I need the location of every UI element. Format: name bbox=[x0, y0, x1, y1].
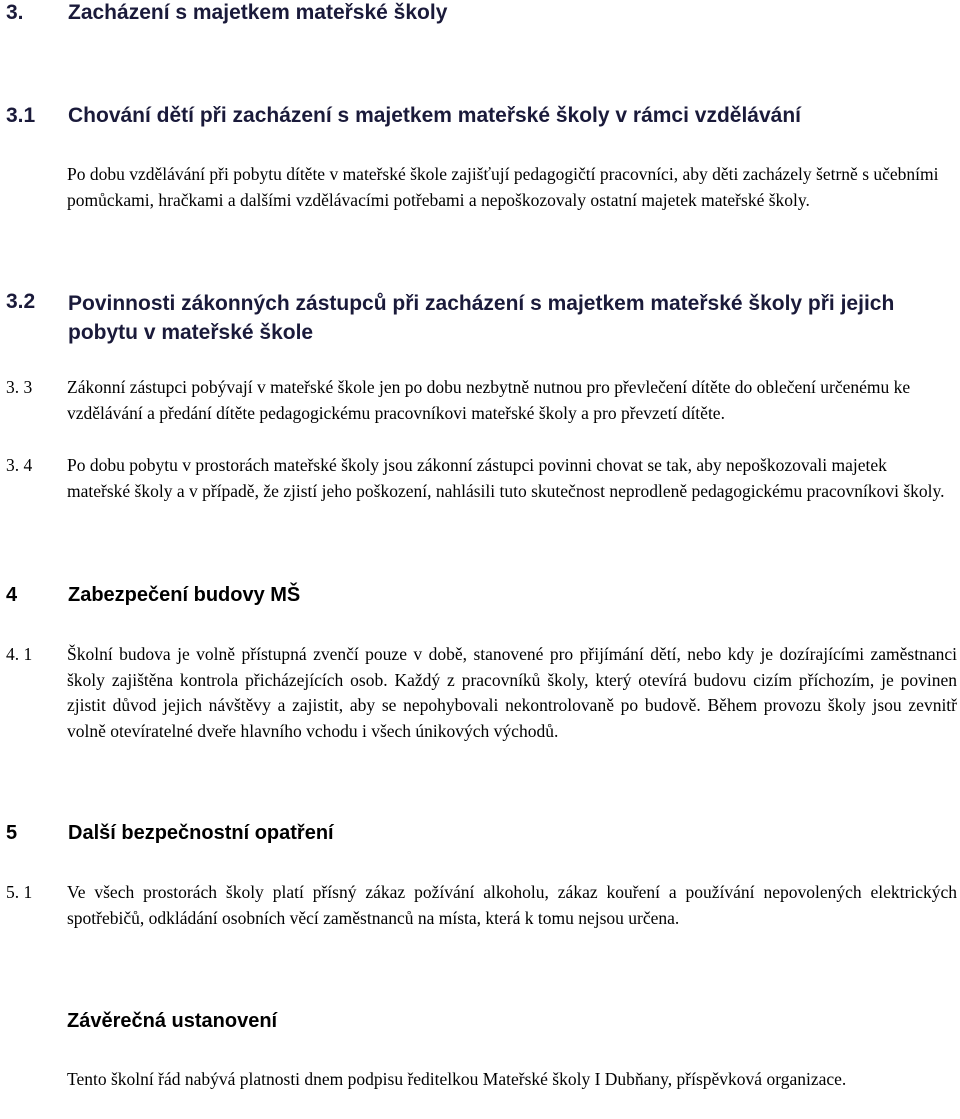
item-5-1-number: 5. 1 bbox=[6, 882, 33, 902]
section-5-title: Další bezpečnostní opatření bbox=[68, 822, 334, 844]
section-3-2-number: 3.2 bbox=[6, 290, 36, 313]
final-provisions-title: Závěrečná ustanovení bbox=[67, 1010, 278, 1032]
section-4-title: Zabezpečení budovy MŠ bbox=[68, 584, 301, 606]
item-3-4-text: Po dobu pobytu v prostorách mateřské školy jsou zákonní zástupci povinni chovat se tak, aby nepoškozovali majetek mateřské školy a v případě, že zjistí jeho poškození, nahlásili tuto skutečnost neprodleně pedagogickému pracovníkovi školy. bbox=[67, 455, 945, 501]
item-3-3-text: Zákonní zástupci pobývají v mateřské škole jen po dobu nezbytně nutnou pro převlečení dítěte do oblečení určenému ke vzdělávání a předání dítěte pedagogickému pracovníkovi mateřské školy a pro převzetí dítěte. bbox=[67, 377, 911, 423]
item-3-3-number: 3. 3 bbox=[6, 377, 33, 397]
section-4-number: 4 bbox=[6, 584, 18, 606]
section-3-title: Zacházení s majetkem mateřské školy bbox=[68, 1, 448, 24]
section-3-number: 3. bbox=[6, 1, 24, 24]
item-4-1-text: Školní budova je volně přístupná zvenčí pouze v době, stanovené pro přijímání dětí, nebo kdy je dozírajícími zaměstnanci školy zajištěna kontrola přicházejících osob. Každý z pracovníků školy, který otevírá budovu cizím příchozím, je povinen zjistit důvod jejich návštěvy a zajistit, aby se nepohybovali nekontrolovaně po budově. Během provozu školy jsou zevnitř volně otevíratelné dveře hlavního vchodu i všech únikových východů. bbox=[67, 644, 957, 741]
section-3-2-title: Povinnosti zákonných zástupců při zacházení s majetkem mateřské školy při jejich pobytu v mateřské škole bbox=[68, 292, 895, 344]
section-3-1-paragraph: Po dobu vzdělávání při pobytu dítěte v mateřské škole zajišťují pedagogičtí pracovníci, aby děti zacházely šetrně s učebními pomůckami, hračkami a dalšími vzdělávacími potřebami a nepoškozovaly ostatní majetek mateřské školy. bbox=[67, 164, 939, 210]
item-4-1-number: 4. 1 bbox=[6, 644, 33, 664]
section-3-1-number: 3.1 bbox=[6, 104, 36, 127]
final-provisions-text: Tento školní řád nabývá platnosti dnem podpisu ředitelkou Mateřské školy I Dubňany, příspěvková organizace. bbox=[67, 1069, 847, 1089]
item-5-1-text: Ve všech prostorách školy platí přísný zákaz požívání alkoholu, zákaz kouření a používání nepovolených elektrických spotřebičů, odkládání osobních věcí zaměstnanců na místa, která k tomu nejsou určena. bbox=[67, 882, 957, 928]
item-3-4-number: 3. 4 bbox=[6, 455, 33, 475]
section-3-1-title: Chování dětí při zacházení s majetkem mateřské školy v rámci vzdělávání bbox=[68, 104, 802, 127]
section-3-2-heading bbox=[6, 289, 946, 349]
section-5-number: 5 bbox=[6, 822, 18, 844]
